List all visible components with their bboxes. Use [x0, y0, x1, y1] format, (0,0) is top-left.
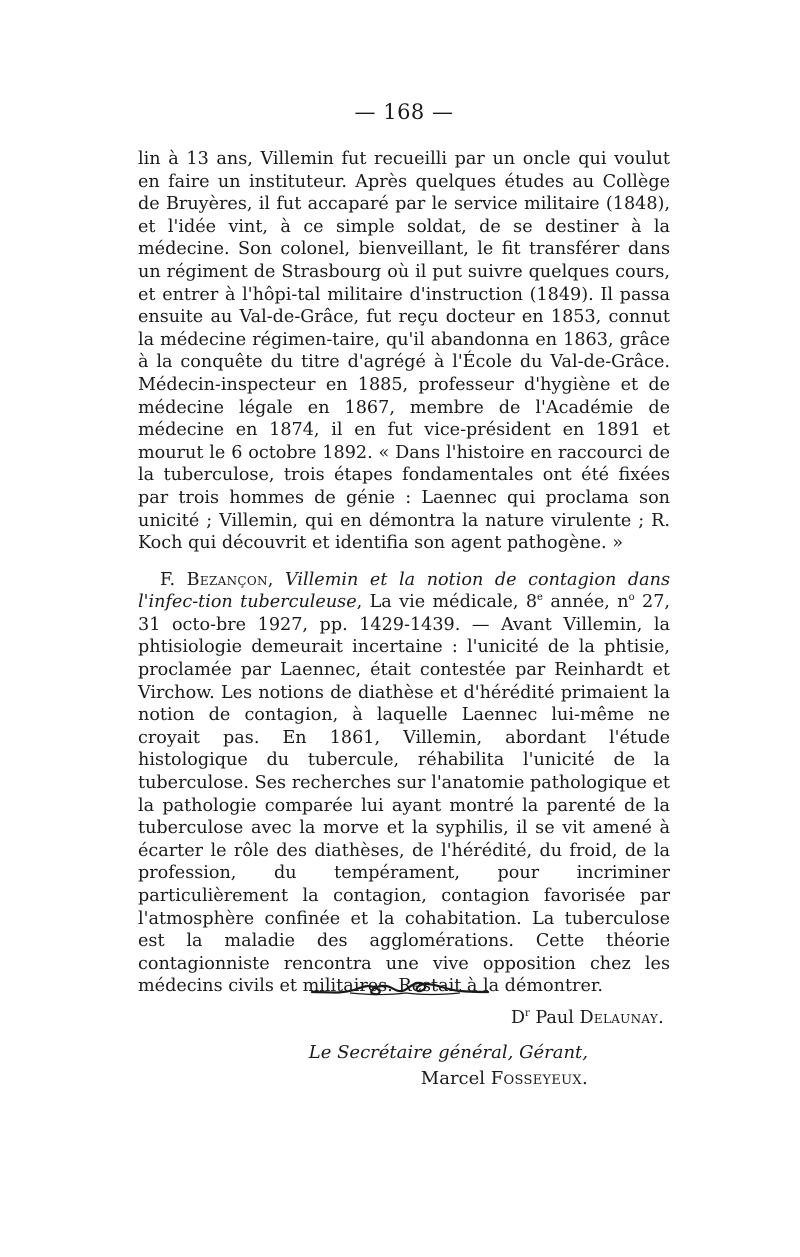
citation-separator-1: , [267, 569, 285, 590]
signature-first-name: Paul [529, 1007, 580, 1028]
closing-last-name: Fosseyeux. [490, 1068, 588, 1089]
author-signature [138, 1006, 670, 1030]
signature-prefix: D [510, 1007, 526, 1028]
signature-prefix-superscript: r [525, 1007, 530, 1019]
citation-number-superscript: o [628, 592, 635, 604]
citation-details: La vie médicale, 8 [369, 592, 538, 613]
paragraph-villemin-biography: lin à 13 ans, Villemin fut recueilli par un oncle qui voulut en faire un instituteur. Après quelques études au Collège de Bruyères, il fut accaparé par le service militaire (1848), et l'idée vint, à ce simple soldat, de se destiner à la médecine. Son colonel, bienveillant, le fit transférer dans un régiment de Strasbourg où il put suivre quelques cours, et entrer à l'hôpi-tal militaire d'instruction (1849). Il passa ensuite au Val-de-Grâce, fut reçu docteur en 1853, connut la médecine régimen-taire, qu'il abandonna en 1863, grâce à la conquête du titre d'agrégé à l'École du Val-de-Grâce. Médecin-inspecteur en 1885, professeur d'hygiène et de médecine légale en 1867, membre de l'Académie de médecine en 1874, il en fut vice-président en 1891 et mourut le 6 octobre 1892. « Dans l'histoire en raccourci de la tuberculose, trois étapes fondamentales ont été fixées par trois hommes de génie : Laennec qui proclama son unicité ; Villemin, qui en démontra la nature virulente ; R. Koch qui découvrit et identifia son agent pathogène. » [138, 149, 670, 554]
paragraph-review-body: Avant Villemin, la phtisiologie demeurait incertaine : l'unicité de la phtisie, proclamée par Laennec, était contestée par Reinhardt et Virchow. Les notions de diathèse et d'hérédité primaient la notion de contagion, à laquelle Laennec lui-même ne croyait pas. En 1861, Villemin, abordant l'étude histologique du tubercule, réhabilita l'unicité de la tuberculose. Ses recherches sur l'anatomie pathologique et la pathologie comparée lui ayant montré la parenté de la tuberculose avec la morve et la syphilis, il se vit amené à écarter le rôle des diathèses, de l'hérédité, du froid, de la profession, du tempérament, pour incriminer particulièrement la contagion, contagion favorisée par l'atmosphère confinée et la cohabitation. La tuberculose est la maladie des agglomérations. Cette théorie contagionniste rencontra une vive opposition chez les médecins civils et militaires. Restait à la démontrer. [138, 614, 671, 997]
citation-author-initial: F. [160, 569, 187, 590]
citation-details-end: 27, 31 octo-bre 1927, pp. 1429-1439. — [138, 592, 670, 635]
closing-name [309, 1066, 588, 1092]
page-body [138, 98, 670, 1030]
closing-first-name: Marcel [420, 1068, 491, 1089]
citation-details-rest: année, n [542, 592, 629, 613]
page-number: — 168 — [354, 100, 454, 124]
closing-role: Le Secrétaire général, Gérant, [308, 1042, 588, 1063]
citation-separator-2: , [356, 592, 370, 613]
decorative-ornament [310, 978, 490, 1002]
signature-last-name: Delaunay. [579, 1007, 664, 1028]
citation-details-superscript: e [537, 592, 543, 604]
paragraph-bezancon-review [138, 569, 670, 998]
closing-block [309, 1040, 588, 1092]
citation-author-name: Bezançon [186, 569, 268, 590]
citation-title: Villemin et la notion de contagion dans l'infec-tion tuberculeuse [138, 569, 671, 613]
